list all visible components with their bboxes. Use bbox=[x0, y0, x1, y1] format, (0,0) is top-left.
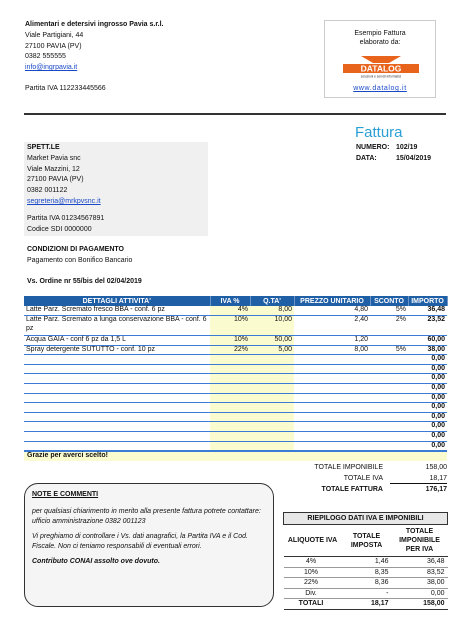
vat-summary-row bbox=[284, 567, 448, 578]
item-description bbox=[24, 364, 210, 374]
vat-summary-total-base: 158,00 bbox=[392, 599, 448, 610]
company-phone: 0382 555555 bbox=[25, 53, 66, 61]
item-amount: 23,52 bbox=[408, 316, 447, 336]
item-discount bbox=[370, 355, 408, 365]
items-header-row bbox=[24, 296, 447, 306]
table-row bbox=[24, 393, 447, 403]
item-quantity bbox=[250, 374, 294, 384]
vat-summary-body bbox=[284, 557, 448, 610]
col-header-amount: IMPORTO bbox=[408, 296, 447, 306]
item-description bbox=[24, 432, 210, 442]
table-row bbox=[24, 364, 447, 374]
item-vat-rate: 4% bbox=[210, 306, 250, 316]
col-header-unit-price: PREZZO UNITARIO bbox=[294, 296, 370, 306]
item-amount: 0,00 bbox=[408, 384, 447, 394]
item-description bbox=[24, 403, 210, 413]
item-vat-rate bbox=[210, 384, 250, 394]
item-description: Latte Parz. Scremato a lunga conservazione BBA - conf. 6 pz bbox=[24, 316, 210, 336]
item-vat-rate bbox=[210, 441, 250, 451]
vat-summary-col-base: TOTALE IMPONIBILE PER IVA bbox=[392, 525, 448, 557]
total-taxable-value: 158,00 bbox=[425, 464, 447, 471]
item-amount: 0,00 bbox=[408, 441, 447, 451]
item-amount: 0,00 bbox=[408, 432, 447, 442]
client-heading: SPETT.LE bbox=[27, 144, 60, 151]
item-unit-price: 2,40 bbox=[294, 316, 370, 336]
vat-summary-rate: 4% bbox=[284, 557, 342, 568]
item-vat-rate bbox=[210, 364, 250, 374]
item-description: Spray detergente SUTUTTO - conf. 10 pz bbox=[24, 345, 210, 355]
vat-summary-row bbox=[284, 578, 448, 589]
table-row bbox=[24, 336, 447, 346]
item-description: Latte Parz. Scremato fresco BBA - conf. 6 pz bbox=[24, 306, 210, 316]
total-vat-label: TOTALE IVA bbox=[343, 475, 383, 482]
payment-text: Pagamento con Bonifico Bancario bbox=[27, 256, 133, 264]
vat-summary-base: 83,52 bbox=[392, 567, 448, 578]
item-description bbox=[24, 384, 210, 394]
item-discount bbox=[370, 412, 408, 422]
item-unit-price bbox=[294, 403, 370, 413]
table-row bbox=[24, 345, 447, 355]
item-vat-rate bbox=[210, 432, 250, 442]
item-discount bbox=[370, 384, 408, 394]
item-quantity: 5,00 bbox=[250, 345, 294, 355]
vat-summary-base: 36,48 bbox=[392, 557, 448, 568]
vat-summary-row bbox=[284, 557, 448, 568]
item-unit-price bbox=[294, 364, 370, 374]
notes-title: NOTE E COMMENTI bbox=[32, 491, 99, 498]
item-unit-price bbox=[294, 422, 370, 432]
item-amount: 0,00 bbox=[408, 422, 447, 432]
item-vat-rate: 10% bbox=[210, 316, 250, 336]
totals-divider bbox=[390, 483, 447, 484]
item-discount: 5% bbox=[370, 306, 408, 316]
table-row bbox=[24, 374, 447, 384]
item-vat-rate: 10% bbox=[210, 336, 250, 346]
items-body bbox=[24, 306, 447, 451]
table-row bbox=[24, 306, 447, 316]
datalog-logo-text: DATALOG bbox=[360, 63, 402, 74]
datalog-url-link[interactable]: www.datalog.it bbox=[353, 85, 407, 92]
vat-summary-row bbox=[284, 588, 448, 599]
company-city: 27100 PAVIA (PV) bbox=[25, 42, 82, 50]
table-row bbox=[24, 412, 447, 422]
item-amount: 0,00 bbox=[408, 393, 447, 403]
item-unit-price bbox=[294, 374, 370, 384]
datalog-logo bbox=[343, 56, 419, 78]
item-discount bbox=[370, 393, 408, 403]
client-city: 27100 PAVIA (PV) bbox=[27, 176, 84, 184]
datalog-caption-line2: elaborato da: bbox=[359, 39, 401, 46]
datalog-box bbox=[324, 20, 436, 98]
item-description bbox=[24, 412, 210, 422]
item-description bbox=[24, 355, 210, 365]
col-header-qty: Q.TA' bbox=[250, 296, 294, 306]
item-discount bbox=[370, 374, 408, 384]
item-unit-price bbox=[294, 393, 370, 403]
company-vat: Partita IVA 112233445566 bbox=[25, 84, 106, 92]
item-quantity: 10,00 bbox=[250, 316, 294, 336]
item-amount: 36,48 bbox=[408, 306, 447, 316]
item-vat-rate bbox=[210, 374, 250, 384]
item-vat-rate bbox=[210, 403, 250, 413]
table-row bbox=[24, 384, 447, 394]
item-discount: 2% bbox=[370, 316, 408, 336]
col-header-iva: IVA % bbox=[210, 296, 250, 306]
invoice-meta bbox=[356, 143, 431, 164]
vat-summary-base: 38,00 bbox=[392, 578, 448, 589]
item-amount: 0,00 bbox=[408, 374, 447, 384]
item-amount: 60,00 bbox=[408, 336, 447, 346]
item-quantity bbox=[250, 432, 294, 442]
item-quantity bbox=[250, 384, 294, 394]
item-amount: 0,00 bbox=[408, 355, 447, 365]
order-reference: Vs. Ordine nr 55/bis del 02/04/2019 bbox=[27, 278, 142, 285]
notes-paragraph-1: per qualsiasi chiarimento in merito alla presente fattura potrete contattare: ufficio amministrazione 0382 001123 bbox=[32, 508, 261, 525]
item-discount: 5% bbox=[370, 345, 408, 355]
vat-summary-base: 0,00 bbox=[392, 588, 448, 599]
datalog-caption-line1: Esempio Fattura bbox=[354, 30, 406, 37]
item-unit-price bbox=[294, 384, 370, 394]
total-taxable-label: TOTALE IMPONIBILE bbox=[314, 464, 383, 471]
vat-summary-tax: 8,35 bbox=[342, 567, 392, 578]
item-unit-price bbox=[294, 441, 370, 451]
item-amount: 38,00 bbox=[408, 345, 447, 355]
item-description bbox=[24, 422, 210, 432]
client-email-link[interactable]: segreteria@mrkpvsnc.it bbox=[27, 197, 101, 205]
client-sdi: Codice SDI 0000000 bbox=[27, 225, 92, 233]
vat-summary-tax: 1,46 bbox=[342, 557, 392, 568]
total-invoice-value: 176,17 bbox=[425, 486, 447, 493]
item-discount bbox=[370, 336, 408, 346]
item-description bbox=[24, 441, 210, 451]
vat-summary-tax: 8,36 bbox=[342, 578, 392, 589]
item-amount: 0,00 bbox=[408, 412, 447, 422]
item-vat-rate: 22% bbox=[210, 345, 250, 355]
vat-summary-table bbox=[283, 512, 448, 610]
client-name: Market Pavia snc bbox=[27, 154, 81, 162]
invoice-title: Fattura bbox=[355, 124, 403, 141]
col-header-details: DETTAGLI ATTIVITA' bbox=[24, 296, 210, 306]
table-row bbox=[24, 441, 447, 451]
vat-summary-rate: 10% bbox=[284, 567, 342, 578]
vat-summary-tax: - bbox=[342, 588, 392, 599]
vat-summary-col-rate: ALIQUOTE IVA bbox=[284, 525, 342, 557]
company-block bbox=[25, 20, 164, 95]
item-quantity bbox=[250, 364, 294, 374]
vat-summary-col-tax: TOTALE IMPOSTA bbox=[342, 525, 392, 557]
company-address: Viale Partigiani, 44 bbox=[25, 31, 84, 39]
vat-summary-total-label: TOTALI bbox=[284, 599, 342, 610]
vat-summary-total-tax: 18,17 bbox=[342, 599, 392, 610]
item-quantity bbox=[250, 441, 294, 451]
item-amount: 0,00 bbox=[408, 364, 447, 374]
notes-block bbox=[32, 491, 264, 573]
item-unit-price: 8,00 bbox=[294, 345, 370, 355]
total-invoice-label: TOTALE FATTURA bbox=[321, 486, 383, 493]
item-unit-price bbox=[294, 355, 370, 365]
totals-block bbox=[300, 462, 447, 495]
vat-summary-rate: Div. bbox=[284, 588, 342, 599]
item-discount bbox=[370, 403, 408, 413]
vat-summary-title: RIEPILOGO DATI IVA E IMPONIBILI bbox=[284, 513, 448, 525]
invoice-date-label: DATA: bbox=[356, 154, 377, 162]
item-quantity bbox=[250, 412, 294, 422]
item-unit-price: 4,80 bbox=[294, 306, 370, 316]
table-row bbox=[24, 403, 447, 413]
item-quantity bbox=[250, 393, 294, 403]
table-row bbox=[24, 432, 447, 442]
item-unit-price bbox=[294, 412, 370, 422]
item-vat-rate bbox=[210, 393, 250, 403]
invoice-number-value: 102/19 bbox=[396, 144, 418, 151]
col-header-discount: SCONTO bbox=[370, 296, 408, 306]
item-vat-rate bbox=[210, 412, 250, 422]
item-unit-price: 1,20 bbox=[294, 336, 370, 346]
item-description bbox=[24, 393, 210, 403]
items-table bbox=[24, 296, 448, 451]
item-quantity: 8,00 bbox=[250, 306, 294, 316]
item-discount bbox=[370, 364, 408, 374]
table-row bbox=[24, 316, 447, 336]
item-quantity bbox=[250, 403, 294, 413]
payment-block bbox=[27, 245, 132, 266]
invoice-number-label: NUMERO: bbox=[356, 144, 390, 151]
table-row bbox=[24, 422, 447, 432]
item-discount bbox=[370, 441, 408, 451]
notes-paragraph-2: Vi preghiamo di controllare i Vs. dati anagrafici, la Partita IVA e il Cod. Fiscale. Non ci teniamo responsabili di eventuali errori. bbox=[32, 533, 248, 550]
notes-paragraph-3: Contributo CONAI assolto ove dovuto. bbox=[32, 558, 160, 565]
item-discount bbox=[370, 432, 408, 442]
vat-summary-rate: 22% bbox=[284, 578, 342, 589]
item-discount bbox=[370, 422, 408, 432]
item-amount: 0,00 bbox=[408, 403, 447, 413]
client-ids bbox=[27, 214, 104, 235]
total-vat-value: 18,17 bbox=[429, 475, 447, 482]
table-row bbox=[24, 355, 447, 365]
company-name: Alimentari e detersivi ingrosso Pavia s.r.l. bbox=[25, 21, 164, 28]
item-unit-price bbox=[294, 432, 370, 442]
item-description: Acqua GAIA - conf 6 pz da 1,5 L bbox=[24, 336, 210, 346]
item-description bbox=[24, 374, 210, 384]
payment-heading: CONDIZIONI DI PAGAMENTO bbox=[27, 246, 124, 253]
invoice-date-value: 15/04/2019 bbox=[396, 154, 432, 162]
datalog-logo-sub: soluzioni e servizi informatici bbox=[360, 74, 402, 78]
header-separator bbox=[24, 113, 446, 115]
company-email-link[interactable]: info@ingrpavia.it bbox=[25, 64, 78, 72]
thanks-text: Grazie per averci scelto! bbox=[27, 452, 108, 459]
client-address: Viale Mazzini, 12 bbox=[27, 165, 80, 173]
vat-summary-total-row bbox=[284, 599, 448, 610]
item-quantity: 50,00 bbox=[250, 336, 294, 346]
item-vat-rate bbox=[210, 355, 250, 365]
item-quantity bbox=[250, 355, 294, 365]
item-vat-rate bbox=[210, 422, 250, 432]
client-block bbox=[27, 143, 101, 208]
datalog-caption bbox=[325, 29, 435, 47]
client-vat: Partita IVA 01234567891 bbox=[27, 215, 105, 222]
client-phone: 0382 001122 bbox=[27, 187, 68, 195]
item-quantity bbox=[250, 422, 294, 432]
